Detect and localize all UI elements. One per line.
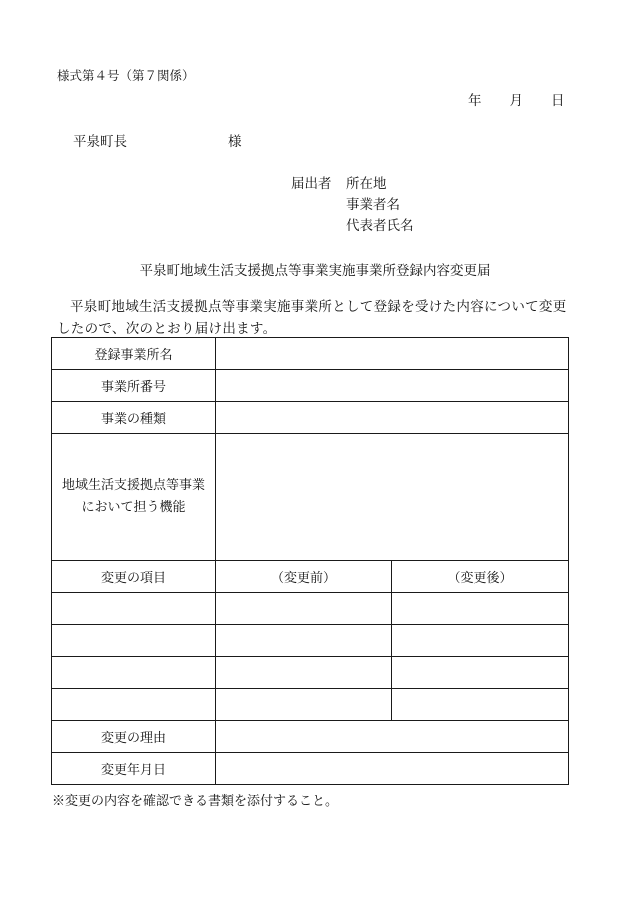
change-item-header: 変更の項目: [52, 561, 216, 593]
reason-field[interactable]: [216, 721, 569, 753]
attachment-note: ※変更の内容を確認できる書類を添付すること。: [52, 794, 339, 809]
table-row: [52, 689, 569, 721]
office-name-field[interactable]: [216, 338, 569, 370]
change-item-cell[interactable]: [52, 689, 216, 721]
document-title: 平泉町地域生活支援拠点等事業実施事業所登録内容変更届: [139, 263, 491, 279]
after-header: （変更後）: [392, 561, 569, 593]
applicant-address: 所在地: [346, 176, 387, 192]
table-row: [52, 657, 569, 689]
form-number: 様式第４号（第７関係）: [57, 68, 195, 83]
business-type-label: 事業の種類: [52, 402, 216, 434]
table-row: [52, 434, 569, 561]
date-day: 日: [551, 93, 565, 109]
before-header: （変更前）: [216, 561, 392, 593]
change-item-cell[interactable]: [52, 657, 216, 689]
change-date-label: 変更年月日: [52, 753, 216, 785]
office-number-label: 事業所番号: [52, 370, 216, 402]
function-label: [52, 434, 216, 561]
applicant-representative: 代表者氏名: [346, 218, 414, 234]
body-text: 平泉町地域生活支援拠点等事業実施事業所として登録を受けた内容について変更したので、次のとおり届け出ます。: [57, 299, 567, 337]
table-row: [52, 753, 569, 785]
change-date-field[interactable]: [216, 753, 569, 785]
table-row: [52, 402, 569, 434]
change-form-table: [51, 337, 569, 785]
table-row: [52, 561, 569, 593]
function-label-line1: 地域生活支援拠点等事業: [61, 478, 205, 493]
addressee: [73, 130, 242, 150]
after-cell[interactable]: [392, 593, 569, 625]
change-item-cell[interactable]: [52, 593, 216, 625]
business-type-field[interactable]: [216, 402, 569, 434]
function-field[interactable]: [216, 434, 569, 561]
after-cell[interactable]: [392, 657, 569, 689]
office-name-label: 登録事業所名: [52, 338, 216, 370]
date-year: 年: [468, 93, 482, 109]
reason-label: 変更の理由: [52, 721, 216, 753]
before-cell[interactable]: [216, 593, 392, 625]
date-line: [468, 89, 565, 109]
table-row: [52, 625, 569, 657]
table-row: [52, 338, 569, 370]
after-cell[interactable]: [392, 689, 569, 721]
applicant-label: 届出者: [291, 176, 332, 192]
table-row: [52, 593, 569, 625]
applicant-business-name: 事業者名: [346, 197, 400, 213]
addressee-name: 平泉町長: [73, 134, 127, 150]
before-cell[interactable]: [216, 657, 392, 689]
after-cell[interactable]: [392, 625, 569, 657]
addressee-honorific: 様: [228, 134, 242, 150]
office-number-field[interactable]: [216, 370, 569, 402]
before-cell[interactable]: [216, 625, 392, 657]
before-cell[interactable]: [216, 689, 392, 721]
function-label-line2: において担う機能: [81, 500, 186, 515]
date-month: 月: [509, 93, 523, 109]
table-row: [52, 370, 569, 402]
change-item-cell[interactable]: [52, 625, 216, 657]
table-row: [52, 721, 569, 753]
